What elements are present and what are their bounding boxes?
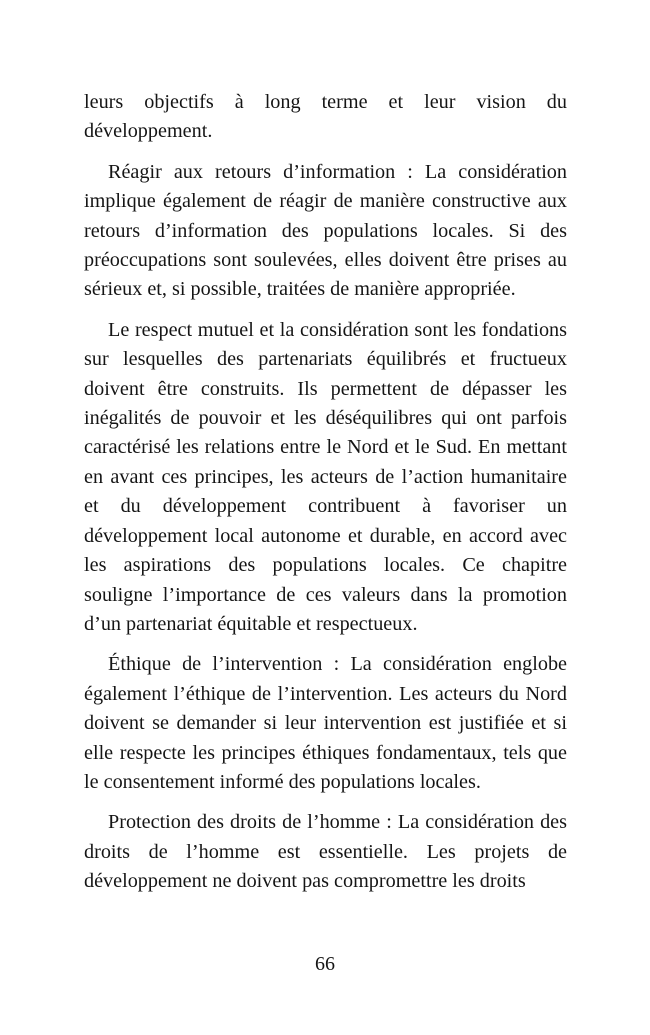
paragraph-continuation: leurs objectifs à long terme et leur vision du développement. [84, 91, 567, 143]
paragraph-ethics: Éthique de l’intervention : La considération englobe également l’éthique de l’intervention. Les acteurs du Nord doivent se demander si leur intervention est justifiée et si elle respecte les principes éthiques fondamentaux, tels que le consentement informé des populations locales. [84, 653, 567, 793]
paragraph-feedback: Réagir aux retours d’information : La considération implique également de réagir de manière constructive aux retours d’information des populations locales. Si des préoccupations sont soulevées, elles doivent être prises au sérieux et, si possible, traitées de manière appropriée. [84, 160, 567, 301]
page-body [84, 88, 567, 897]
paragraph-human-rights: Protection des droits de l’homme : La considération des droits de l’homme est essentielle. Les projets de développement ne doivent pas compromettre les droits [84, 811, 567, 893]
page-number: 66 [315, 953, 335, 975]
paragraph-mutual-respect: Le respect mutuel et la considération sont les fondations sur lesquelles des partenariats équilibrés et fructueux doivent être construits. Ils permettent de dépasser les inégalités de pouvoir et les déséquilibres qui ont parfois caractérisé les relations entre le Nord et le Sud. En mettant en avant ces principes, les acteurs de l’action humanitaire et du développement contribuent à favoriser un développement local autonome et durable, en accord avec les aspirations des populations locales. Ce chapitre souligne l’importance de ces valeurs dans la promotion d’un partenariat équitable et respectueux. [84, 318, 567, 635]
